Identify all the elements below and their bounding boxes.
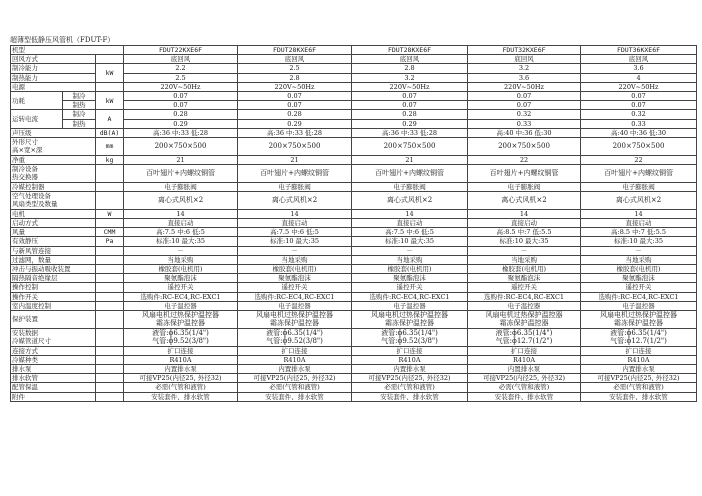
unit-cell [96,255,124,264]
unit-cell: mm [96,138,124,156]
value-cell: 安装套件、排水软管 [238,392,352,401]
value-cell: 扩口连接 [238,346,352,355]
value-cell: 200×750×500 [581,138,697,156]
value-cell: 离心式风机×2 [124,192,238,210]
value-line: 气管:ɸ12.7(1/2") [495,337,553,346]
spec-row [11,383,697,392]
spec-row [11,155,697,164]
unit-cell [96,265,124,274]
row-label-cell: 室内温度控制 [11,301,96,310]
value-cell: R410A [238,355,352,364]
value-cell: 0.07 [124,101,238,110]
value-cell: 底回风 [581,55,697,64]
value-cell: R410A [352,355,468,364]
value-cell: 200×750×500 [238,138,352,156]
unit-cell: CMM [96,228,124,237]
value-cell: 22 [468,155,581,164]
row-label-cell: 配管保温 [11,383,96,392]
value-cell: 底回风 [238,55,352,64]
value-line: 霜冻保护温控器 [270,319,320,328]
spec-row [11,228,697,237]
value-cell: 0.07 [352,101,468,110]
value-cell: 扩口连接 [468,346,581,355]
header-label-cell: 机型 [11,46,124,55]
row-label-cell: 冲击与振动吸收装置 [11,265,96,274]
value-line: 风扇电机过热保护温控器 [371,311,449,320]
value-cell: 2.8 [238,73,352,82]
row-sub-label-cell: 制冷 [63,110,96,119]
spec-row [11,138,697,156]
value-cell: 0.28 [352,110,468,119]
unit-cell: kW [96,92,124,110]
row-label-cell: 过滤网，数量 [11,255,96,264]
row-label-cell: 净重 [11,155,96,164]
value-cell: 内置排水泵 [124,365,238,374]
value-cell: 高:8.5 中:7 低:5.5 [468,228,581,237]
row-label-cell: 附件 [11,392,96,401]
value-cell: 0.29 [238,119,352,128]
value-cell: 扩口连接 [352,346,468,355]
row-sub-label-cell: 制冷 [63,92,96,101]
sheet-title: 超薄型低静压风管机（FDUT-F） [10,36,115,44]
unit-cell: W [96,209,124,218]
value-cell: 百叶翅片+内螺纹铜管 [352,165,468,183]
value-cell [238,311,352,329]
value-cell: 14 [124,209,238,218]
unit-cell [96,283,124,292]
row-label-cell: 操作控制 [11,283,96,292]
spec-row [11,92,697,101]
spec-table [10,45,697,402]
value-cell: 当地采购 [581,255,697,264]
row-label-cell: 排水泵 [11,365,96,374]
row-label-cell: 排水软管 [11,374,96,383]
value-cell: 高:36 中:33 低:28 [238,128,352,137]
row-label-cell [11,138,96,156]
value-cell: 3.2 [352,73,468,82]
value-cell: 橡胶套(电机用) [468,265,581,274]
value-cell: 电子膨胀阀 [124,182,238,191]
value-cell: 内置排水泵 [352,365,468,374]
value-cell: 标准:10 最大:35 [352,237,468,246]
spec-row [11,192,697,210]
value-cell: 2.2 [124,64,238,73]
spec-row [11,55,697,64]
value-line: 液管:ɸ6.35(1/4") [610,329,667,338]
row-label-cell: 与新风管连接 [11,246,96,255]
spec-row [11,365,697,374]
model-header-cell: FDUT28KXE6F [238,46,352,55]
value-cell: 高:7.5 中:6 低:5 [238,228,352,237]
value-cell: 选购件:RC-EC4,RC-EXC1 [124,292,238,301]
spec-row [11,255,697,264]
value-cell: 0.29 [124,119,238,128]
value-cell: 选购件:RC-EC4,RC-EXC1 [581,292,697,301]
row-label-cell: 启动方式 [11,219,96,228]
unit-cell [96,292,124,301]
spec-row [11,128,697,137]
value-cell: 0.29 [352,119,468,128]
value-cell: 橡胶套(电机用) [238,265,352,274]
value-line: 气管:ɸ9.52(3/8") [152,337,209,346]
value-cell: 标准:10 最大:35 [468,237,581,246]
value-line: 气管:ɸ9.52(3/8") [381,337,438,346]
value-cell: 橡胶套(电机用) [124,265,238,274]
value-cell: 可接VP25(内径25, 外径32) [352,374,468,383]
value-cell: 聚氨酯泡沫 [238,274,352,283]
value-line: 液管:ɸ6.35(1/4") [152,329,209,338]
value-cell [124,328,238,346]
value-cell: － [238,246,352,255]
row-label-line: 高×宽×深 [12,146,43,155]
spec-row [11,237,697,246]
spec-row [11,301,697,310]
value-cell [468,311,581,329]
value-cell: 高:40 中:36 低:30 [468,128,581,137]
unit-cell [96,355,124,364]
value-cell: 必需(气管和液管) [352,383,468,392]
value-cell: 21 [124,155,238,164]
value-cell: 14 [352,209,468,218]
value-cell: 电子膨胀阀 [352,182,468,191]
value-line: 气管:ɸ9.52(3/8") [266,337,323,346]
value-cell: 直接启动 [238,219,352,228]
unit-cell [96,383,124,392]
value-cell: 必需(气管和液管) [238,383,352,392]
value-cell: R410A [124,355,238,364]
value-cell: 安装套件、排水软管 [581,392,697,401]
unit-cell: A [96,110,124,128]
value-cell: 安装套件、排水软管 [352,392,468,401]
value-cell: － [352,246,468,255]
value-cell [352,311,468,329]
value-cell: 0.07 [468,101,581,110]
row-label-cell: 冷媒控制器 [11,182,96,191]
value-cell: 200×750×500 [124,138,238,156]
value-cell: 百叶翅片+内螺纹铜管 [468,165,581,183]
value-cell: 橡胶套(电机用) [581,265,697,274]
value-cell [581,311,697,329]
value-cell: 2.5 [238,64,352,73]
value-cell: － [124,246,238,255]
value-cell: 内置排水泵 [581,365,697,374]
value-cell: 安装套件、排水软管 [468,392,581,401]
value-cell: 遥控开关 [352,283,468,292]
value-cell: 直接启动 [124,219,238,228]
value-cell: 可接VP25(内径25, 外径32) [468,374,581,383]
unit-cell [96,311,124,329]
value-cell: 200×750×500 [352,138,468,156]
row-label-line: 空气处理设备 [12,192,51,201]
unit-cell [96,301,124,310]
spec-row [11,182,697,191]
value-cell: 电子温控器 [581,301,697,310]
spec-row [11,328,697,346]
row-label-line: 外形尺寸 [12,138,38,147]
value-cell: 可接VP25(内径25, 外径32) [581,374,697,383]
value-cell: 电子膨胀阀 [238,182,352,191]
row-label-cell: 隔热隔音绝缘层 [11,274,96,283]
value-line: 风扇电机过热保护温控器 [142,311,220,320]
model-header-cell: FDUT32KXE6F [468,46,581,55]
row-label-line: 风扇类型及数量 [12,200,58,209]
value-cell: 内置排水泵 [238,365,352,374]
row-sub-label-cell: 制热 [63,101,96,110]
value-line: 霜冻保护温控器 [499,319,549,328]
model-header-cell: FDUT36KXE6F [581,46,697,55]
value-cell: 聚氨酯泡沫 [124,274,238,283]
value-cell: 百叶翅片+内螺纹铜管 [581,165,697,183]
value-cell: 0.07 [581,92,697,101]
value-cell: 220V~50Hz [352,82,468,91]
value-cell: 0.07 [238,92,352,101]
spec-row [11,274,697,283]
value-cell: R410A [581,355,697,364]
value-cell: 3.2 [468,64,581,73]
row-label-cell: 电机 [11,209,96,218]
header-row [11,46,697,55]
value-cell: 必需(气管和液管) [581,383,697,392]
value-cell: 高:8.5 中:7 低:5.5 [581,228,697,237]
row-sub-label-cell: 制热 [63,119,96,128]
value-cell: 离心式风机×2 [581,192,697,210]
value-cell: 0.07 [352,92,468,101]
value-cell: 标准:10 最大:35 [238,237,352,246]
value-cell: 必需(气管和液管) [124,383,238,392]
unit-cell [96,392,124,401]
value-line: 霜冻保护温控器 [156,319,206,328]
value-cell: 标准:10 最大:35 [581,237,697,246]
spec-row [11,355,697,364]
row-label-cell: 制热能力 [11,73,96,82]
value-cell: 高:36 中:33 低:28 [352,128,468,137]
row-label-cell: 制冷能力 [11,64,96,73]
value-cell: 标准:10 最大:35 [124,237,238,246]
value-cell: 21 [352,155,468,164]
value-cell: 当地采购 [238,255,352,264]
value-cell: R410A [468,355,581,364]
spec-row [11,265,697,274]
value-cell: 0.07 [581,101,697,110]
spec-row [11,292,697,301]
value-line: 气管:ɸ12.7(1/2") [610,337,667,346]
value-line: 液管:ɸ6.35(1/4") [381,329,438,338]
value-cell [124,311,238,329]
unit-cell: Pa [96,237,124,246]
value-cell: 0.07 [468,92,581,101]
row-label-cell: 声压级 [11,128,96,137]
unit-cell [96,182,124,191]
unit-cell [96,192,124,210]
value-cell: 电子膨胀阀 [468,182,581,191]
row-label-cell: 有效静压 [11,237,96,246]
value-cell: 0.33 [468,119,581,128]
value-cell: 底回风 [468,55,581,64]
row-label-cell: 电源 [11,82,96,91]
value-cell: 22 [581,155,697,164]
row-label-line: 制冷设备 [12,165,38,174]
unit-cell [96,365,124,374]
value-cell: 选购件:RC-EC4,RC-EXC1 [468,292,581,301]
value-cell: 2.8 [352,64,468,73]
value-cell: 选购件:RC-EC4,RC-EXC1 [238,292,352,301]
value-cell: 遥控开关 [124,283,238,292]
spec-row [11,246,697,255]
value-line: 风扇电机过热保护温控器 [600,311,678,320]
row-group-label-cell: 运转电流 [11,110,63,128]
unit-cell: kg [96,155,124,164]
row-label-cell: 保护装置 [11,311,96,329]
value-cell: 220V~50Hz [124,82,238,91]
unit-cell [96,346,124,355]
value-cell: 高:40 中:36 低:30 [581,128,697,137]
value-cell: 0.32 [468,110,581,119]
value-cell: 离心式风机×2 [352,192,468,210]
value-line: 霜冻保护温控器 [614,319,664,328]
value-cell: 离心式风机×2 [238,192,352,210]
value-cell: 21 [238,155,352,164]
value-cell: 电子温控器 [352,301,468,310]
value-cell: 0.33 [581,119,697,128]
value-cell: 直接启动 [468,219,581,228]
row-label-cell: 风量 [11,228,96,237]
spec-row [11,209,697,218]
value-cell [468,328,581,346]
unit-cell: dB(A) [96,128,124,137]
model-header-cell: FDUT22KXE6F [124,46,238,55]
spec-row [11,219,697,228]
value-cell: 电子温控器 [238,301,352,310]
value-cell: 选购件:RC-EC4,RC-EXC1 [352,292,468,301]
row-label-cell [11,328,96,346]
unit-cell [96,274,124,283]
unit-cell: kW [96,64,124,82]
value-cell: 高:7.5 中:6 低:5 [352,228,468,237]
unit-cell [96,246,124,255]
value-cell: 2.5 [124,73,238,82]
unit-cell [96,55,124,64]
value-cell: 橡胶套(电机用) [352,265,468,274]
row-label-cell: 连接方式 [11,346,96,355]
value-cell: 聚氨酯泡沫 [352,274,468,283]
spec-row [11,283,697,292]
unit-cell [96,219,124,228]
unit-cell [96,374,124,383]
spec-row [11,165,697,183]
value-cell: 电子温控器 [468,301,581,310]
value-cell: 百叶翅片+内螺纹铜管 [238,165,352,183]
value-cell: 直接启动 [581,219,697,228]
row-group-label-cell: 功耗 [11,92,63,110]
value-cell: 220V~50Hz [238,82,352,91]
value-cell [581,328,697,346]
spec-row [11,311,697,329]
spec-row [11,82,697,91]
value-cell: 扩口连接 [581,346,697,355]
value-cell: 0.07 [238,101,352,110]
row-label-line: 冷媒管道尺寸 [12,337,51,346]
value-cell: 聚氨酯泡沫 [468,274,581,283]
value-cell: 可接VP25(内径25, 外径32) [124,374,238,383]
value-cell: 遥控开关 [581,283,697,292]
spec-body [11,46,697,402]
value-cell: 220V~50Hz [581,82,697,91]
model-header-cell: FDUT28KXE6F [352,46,468,55]
row-label-cell: 回风方式 [11,55,96,64]
value-cell: 扩口连接 [124,346,238,355]
spec-row [11,392,697,401]
value-cell: 当地采购 [124,255,238,264]
value-cell: 200×750×500 [468,138,581,156]
value-cell: 电子温控器 [124,301,238,310]
value-cell: 内置排水泵 [468,365,581,374]
spec-row [11,110,697,119]
value-line: 风扇电机过热保护温控器 [256,311,334,320]
value-cell: 高:36 中:33 低:28 [124,128,238,137]
row-label-cell: 操作开关 [11,292,96,301]
value-cell: 直接启动 [352,219,468,228]
value-cell: 3.6 [468,73,581,82]
value-cell: 当地采购 [468,255,581,264]
value-cell: 4 [581,73,697,82]
value-cell: － [468,246,581,255]
value-cell: 3.6 [581,64,697,73]
value-cell: 0.28 [238,110,352,119]
value-line: 风扇电机过热保护温控器 [485,311,563,320]
value-cell: 必需(气管和液管) [468,383,581,392]
value-cell [238,328,352,346]
value-line: 液管:ɸ6.35(1/4") [266,329,323,338]
value-cell: 0.28 [124,110,238,119]
row-label-cell: 冷媒种类 [11,355,96,364]
value-cell: 底回风 [352,55,468,64]
value-cell: 离心式风机×2 [468,192,581,210]
value-cell: 14 [468,209,581,218]
unit-cell [96,165,124,183]
value-cell: 220V~50Hz [468,82,581,91]
value-cell: 聚氨酯泡沫 [581,274,697,283]
value-cell: 百叶翅片+内螺纹铜管 [124,165,238,183]
value-cell: 可接VP25(内径25, 外径32) [238,374,352,383]
value-cell: 遥控开关 [238,283,352,292]
row-label-line: 安装数据 [12,329,38,338]
value-line: 霜冻保护温控器 [385,319,435,328]
row-label-line: 热交换器 [12,173,38,182]
value-cell: 高:7.5 中:6 低:5 [124,228,238,237]
value-cell: 14 [238,209,352,218]
value-cell: 0.32 [581,110,697,119]
value-cell: 底回风 [124,55,238,64]
value-cell: 电子膨胀阀 [581,182,697,191]
value-cell: 安装套件、排水软管 [124,392,238,401]
value-cell: 遥控开关 [468,283,581,292]
value-cell: 14 [581,209,697,218]
value-line: 液管:ɸ6.35(1/4") [495,329,553,338]
spec-row [11,346,697,355]
row-label-cell [11,165,96,183]
value-cell: 0.07 [124,92,238,101]
row-label-cell [11,192,96,210]
value-cell: 当地采购 [352,255,468,264]
spec-row [11,374,697,383]
unit-cell [96,328,124,346]
value-cell: － [581,246,697,255]
spec-row [11,64,697,73]
unit-cell [96,82,124,91]
value-cell [352,328,468,346]
